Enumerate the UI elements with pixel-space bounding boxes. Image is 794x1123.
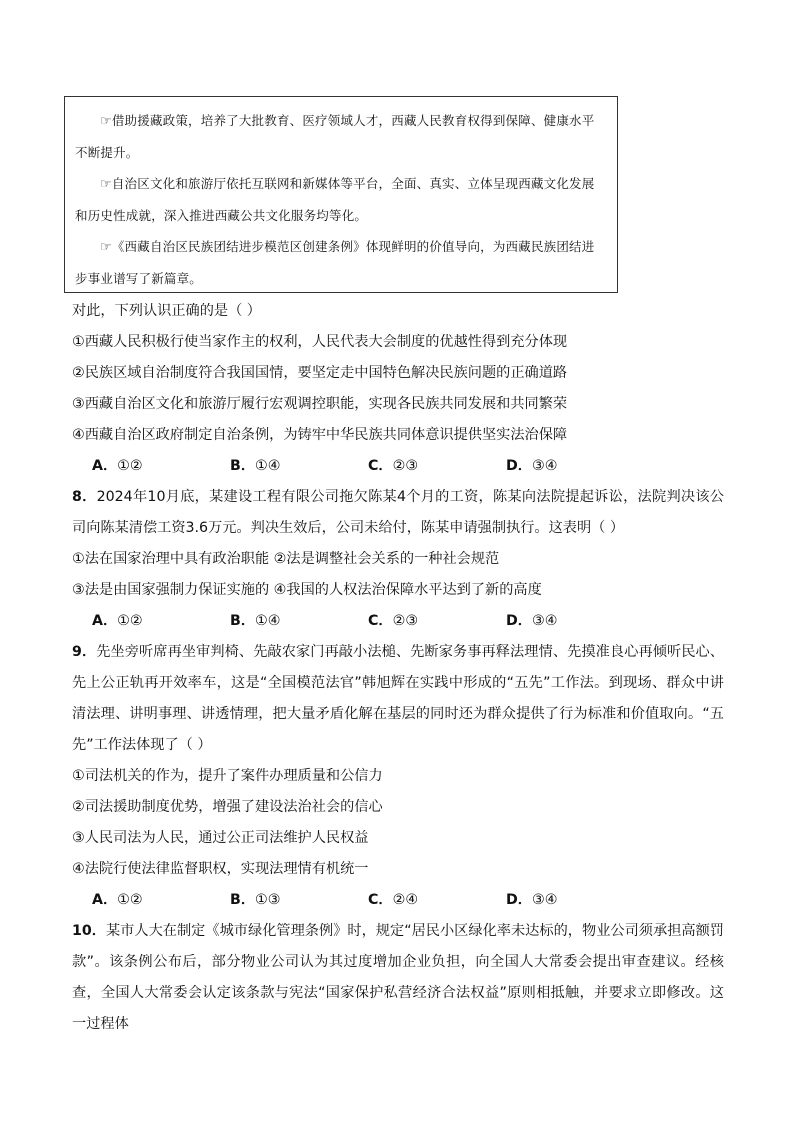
- question-stem: 8．2024年10月底，某建设工程有限公司拖欠陈某4个月的工资，陈某向法院提起诉讼，法院判决该公司向陈某清偿工资3.6万元。判决生效后，公司未给付，陈某申请强制执行。这表明（ ）: [72, 489, 724, 536]
- question-9: [72, 637, 724, 916]
- pointing-hand-icon: ☞: [100, 240, 112, 255]
- statement: ③西藏自治区文化和旅游厅履行宏观调控职能，实现各民族共同发展和共同繁荣: [72, 396, 568, 412]
- option-b[interactable]: B．①③: [230, 892, 281, 908]
- option-a[interactable]: A．①②: [92, 458, 143, 474]
- option-row: [72, 885, 724, 916]
- option-c[interactable]: C．②④: [368, 892, 419, 908]
- option-b[interactable]: B．①④: [230, 613, 281, 629]
- option-d[interactable]: D．③④: [506, 613, 558, 629]
- option-row: [72, 451, 724, 482]
- material-item-3: ☞《西藏自治区民族团结进步模范区创建条例》体现鲜明的价值导向，为西藏民族团结进步事业谱写了新篇章。: [75, 239, 595, 286]
- material-box: [64, 96, 618, 293]
- option-d[interactable]: D．③④: [506, 458, 558, 474]
- statement: ①法在国家治理中具有政治职能 ②法是调整社会关系的一种社会规范: [72, 551, 500, 567]
- material-item-1: ☞借助援藏政策，培养了大批教育、医疗领域人才，西藏人民教育权得到保障、健康水平不断提升。: [75, 113, 595, 160]
- option-d[interactable]: D．③④: [506, 892, 558, 908]
- option-c[interactable]: C．②③: [368, 458, 419, 474]
- question-10: [72, 916, 724, 1040]
- statement: ③法是由国家强制力保证实施的 ④我国的人权法治保障水平达到了新的高度: [72, 582, 542, 598]
- question-number: 9．: [72, 644, 97, 660]
- statement: ④西藏自治区政府制定自治条例，为铸牢中华民族共同体意识提供坚实法治保障: [72, 427, 568, 443]
- statement: ②民族区域自治制度符合我国国情，要坚定走中国特色解决民族问题的正确道路: [72, 365, 568, 381]
- question-stem: 10．某市人大在制定《城市绿化管理条例》时，规定“居民小区绿化率未达标的，物业公司须承担高额罚款”。该条例公布后，部分物业公司认为其过度增加企业负担，向全国人大常委会提出审查建议。经核查，全国人大常委会认定该条款与宪法“国家保护私营经济合法权益”原则相抵触，并要求立即修改。这一过程体: [72, 923, 724, 1032]
- question-7: [72, 296, 724, 482]
- option-b[interactable]: B．①④: [230, 458, 281, 474]
- question-8: [72, 482, 724, 637]
- material-item-2: ☞自治区文化和旅游厅依托互联网和新媒体等平台，全面、真实、立体呈现西藏文化发展和历史性成就，深入推进西藏公共文化服务均等化。: [75, 176, 595, 223]
- option-row: [72, 606, 724, 637]
- question-number: 10．: [72, 923, 106, 939]
- question-stem: 9．先坐旁听席再坐审判椅、先敲农家门再敲小法槌、先断家务事再释法理情、先摸准良心再倾听民心、先上公正轨再开效率车，这是“全国模范法官”韩旭辉在实践中形成的“五先”工作法。到现场、群众中讲清法理、讲明事理、讲透情理，把大量矛盾化解在基层的同时还为群众提供了行为标准和价值取向。“五先”工作法体现了（ ）: [72, 644, 724, 753]
- pointing-hand-icon: ☞: [100, 114, 112, 129]
- statement: ①司法机关的作为，提升了案件办理质量和公信力: [72, 768, 383, 784]
- statement: ③人民司法为人民，通过公正司法维护人民权益: [72, 830, 369, 846]
- option-a[interactable]: A．①②: [92, 613, 143, 629]
- option-a[interactable]: A．①②: [92, 892, 143, 908]
- statement: ②司法援助制度优势，增强了建设法治社会的信心: [72, 799, 383, 815]
- statement: ①西藏人民积极行使当家作主的权利，人民代表大会制度的优越性得到充分体现: [72, 334, 568, 350]
- option-c[interactable]: C．②③: [368, 613, 419, 629]
- pointing-hand-icon: ☞: [100, 177, 112, 192]
- question-stem: 对此，下列认识正确的是（ ）: [72, 303, 261, 319]
- question-content: [72, 296, 724, 1040]
- statement: ④法院行使法律监督职权，实现法理情有机统一: [72, 861, 369, 877]
- question-number: 8．: [72, 489, 97, 505]
